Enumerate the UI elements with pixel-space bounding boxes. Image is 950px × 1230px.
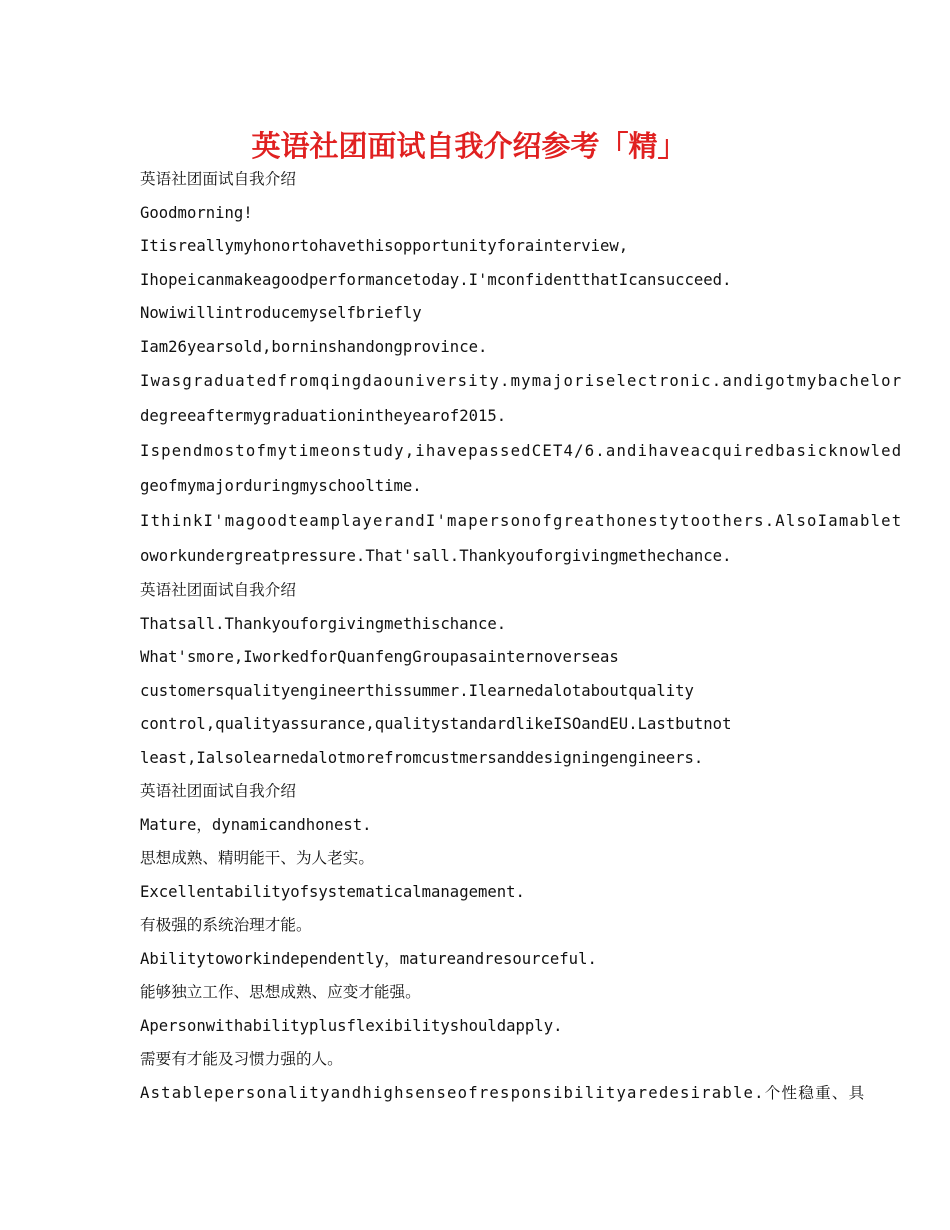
body-line: Iam26yearsold,borninshandongprovince. [140, 337, 488, 356]
body-line: customersqualityengineerthissummer.Ilearnedalotaboutquality [140, 681, 694, 700]
body-line: 有极强的系统治理才能。 [140, 916, 312, 934]
body-line: IthinkI'magoodteamplayerandI'mapersonofgreathonestytoothers.AlsoIamablet [140, 512, 903, 530]
body-line: Mature，dynamicandhonest. [140, 815, 372, 834]
body-line: 能够独立工作、思想成熟、应变才能强。 [140, 983, 421, 1001]
body-line: 英语社团面试自我介绍 [140, 782, 296, 800]
body-line: Apersonwithabilityplusflexibilityshouldapply. [140, 1016, 563, 1035]
body-line: Itisreallymyhonortohavethisopportunityforainterview, [140, 237, 629, 255]
body-line: geofmymajorduringmyschooltime. [140, 477, 422, 495]
body-line: Abilitytoworkindependently，matureandresourceful. [140, 949, 597, 968]
body-line: 英语社团面试自我介绍 [140, 581, 296, 599]
body-line: Excellentabilityofsystematicalmanagement. [140, 882, 525, 901]
body-line: 英语社团面试自我介绍 [140, 170, 296, 188]
body-line: Nowiwillintroducemyselfbriefly [140, 304, 422, 322]
document-body [140, 163, 903, 1110]
body-line: control,qualityassurance,qualitystandardlikeISOandEU.Lastbutnot [140, 715, 732, 733]
body-line: Goodmorning! [140, 203, 253, 222]
body-line: Ihopeicanmakeagoodperformancetoday.I'mconfidentthatIcansucceed. [140, 270, 732, 289]
body-line: Astablepersonalityandhighsenseofresponsibilityaredesirable.个性稳重、具 [140, 1083, 866, 1102]
body-line: 需要有才能及习惯力强的人。 [140, 1050, 343, 1068]
body-line: least,Ialsolearnedalotmorefromcustmersanddesigningengineers. [140, 748, 704, 767]
body-line: 思想成熟、精明能干、为人老实。 [140, 849, 374, 867]
body-line: What'smore,IworkedforQuanfengGroupasainternoverseas [140, 648, 619, 666]
body-line: Ispendmostofmytimeonstudy,ihavepassedCET4/6.andihaveacquiredbasicknowled [140, 442, 903, 460]
document-title: 英语社团面试自我介绍参考「精」 [251, 129, 687, 163]
body-line: degreeaftermygraduationintheyearof2015. [140, 407, 507, 425]
body-line: Thatsall.Thankyouforgivingmethischance. [140, 614, 507, 633]
body-line: Iwasgraduatedfromqingdaouniversity.mymajoriselectronic.andigotmybachelor [140, 372, 903, 390]
body-line: oworkundergreatpressure.That'sall.Thankyouforgivingmethechance. [140, 547, 732, 565]
